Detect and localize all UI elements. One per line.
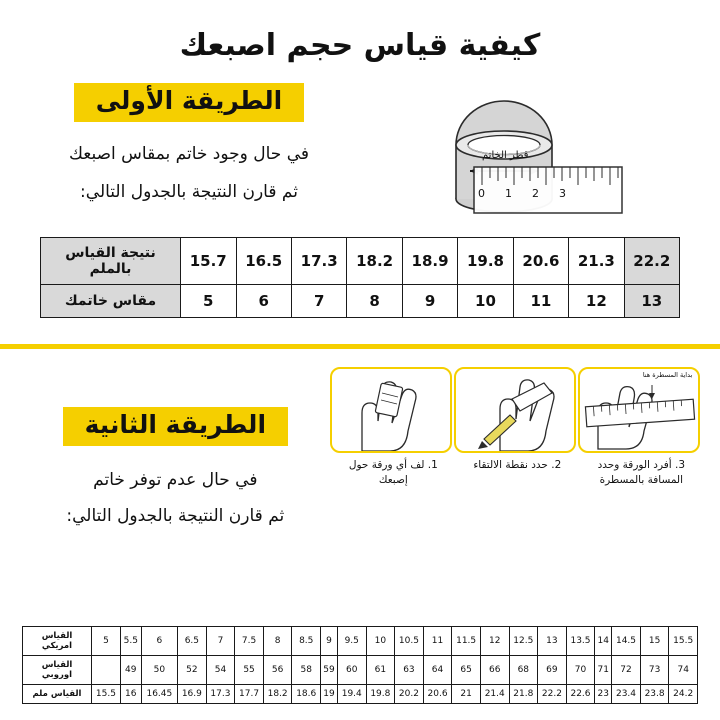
step-1 [334, 367, 452, 487]
step-2-illustration [454, 367, 576, 453]
t2-r0-c19: 6 [141, 627, 177, 656]
t2-row2-label: القياس ملم [23, 685, 92, 704]
t2-r1-c16: 55 [235, 656, 264, 685]
t2-r2-c8: 21 [452, 685, 481, 704]
t2-r2-c13: 19 [321, 685, 338, 704]
t2-r1-c19: 50 [141, 656, 177, 685]
t2-r2-c6: 21.8 [509, 685, 538, 704]
t2-r1-c8: 65 [452, 656, 481, 685]
method-one-table-container [40, 237, 680, 318]
section-method-two [0, 367, 720, 532]
t2-r1-c10: 63 [395, 656, 424, 685]
t2-r1-c20: 49 [120, 656, 141, 685]
section-divider [0, 344, 720, 349]
ring-illustration-container [360, 77, 702, 221]
t2-r0-c18: 6.5 [178, 627, 207, 656]
t2-r2-c9: 20.6 [423, 685, 452, 704]
method-one-text [18, 77, 360, 208]
t2-r0-c12: 9.5 [337, 627, 366, 656]
step-2 [458, 367, 576, 487]
t2-r1-c9: 64 [423, 656, 452, 685]
t2-r2-c20: 16 [120, 685, 141, 704]
t2-r1-c11: 61 [366, 656, 395, 685]
t2-r2-c4: 22.6 [566, 685, 595, 704]
t2-r1-c13: 59 [321, 656, 338, 685]
t2-r2-c1: 23.8 [640, 685, 669, 704]
t2-r1-c15: 56 [263, 656, 292, 685]
ruler-tick-3: 3 [559, 187, 566, 200]
t2-r2-c19: 16.45 [141, 685, 177, 704]
t2-r2-c21: 15.5 [92, 685, 121, 704]
table-row [23, 627, 698, 656]
method-two-description [18, 464, 333, 533]
t2-r2-c16: 17.7 [235, 685, 264, 704]
t1-r2-c3: 10 [458, 285, 513, 318]
step-3-inner-label: بداية المسطرة هنا [642, 371, 693, 379]
t1-r2-c4: 9 [402, 285, 457, 318]
t2-r1-c12: 60 [337, 656, 366, 685]
t2-r0-c3: 14 [595, 627, 612, 656]
t2-r0-c20: 5.5 [120, 627, 141, 656]
t1-r2-c0: 13 [624, 285, 679, 318]
t2-r1-c3: 71 [595, 656, 612, 685]
t2-r1-c21 [92, 656, 121, 685]
t2-r0-c7: 12 [480, 627, 509, 656]
t2-row1-label: القياس اوروبي [23, 656, 92, 685]
t2-r1-c7: 66 [480, 656, 509, 685]
table-row [41, 285, 680, 318]
method-two-badge: الطريقة الثانية [63, 407, 288, 446]
step-3-caption: 3. أفرد الورقة وحدد المسافة بالمسطرة [597, 459, 686, 486]
t2-r1-c6: 68 [509, 656, 538, 685]
method-one-badge: الطريقة الأولى [74, 83, 305, 122]
t2-r2-c5: 22.2 [538, 685, 567, 704]
t2-r2-c2: 23.4 [612, 685, 641, 704]
t1-r2-c8: 5 [181, 285, 237, 318]
t2-r0-c15: 8 [263, 627, 292, 656]
t2-r2-c3: 23 [595, 685, 612, 704]
t2-row0-label: القياس امريكي [23, 627, 92, 656]
t2-r0-c10: 10.5 [395, 627, 424, 656]
method-one-desc-line1: في حال وجود خاتم بمقاس اصبعك [68, 143, 310, 164]
t2-r0-c6: 12.5 [509, 627, 538, 656]
t2-r2-c15: 18.2 [263, 685, 292, 704]
t1-r1-c8: 15.7 [181, 238, 237, 285]
t2-r1-c18: 52 [178, 656, 207, 685]
t2-r1-c4: 70 [566, 656, 595, 685]
t2-r0-c16: 7.5 [235, 627, 264, 656]
method-one-table [40, 237, 680, 318]
t2-r2-c0: 24.2 [669, 685, 698, 704]
t2-r0-c2: 14.5 [612, 627, 641, 656]
t2-r1-c14: 58 [292, 656, 321, 685]
section-method-one [0, 77, 720, 221]
step-3 [582, 367, 700, 487]
ring-diameter-illustration [426, 81, 636, 221]
step-2-caption: 2. حدد نقطة الالتقاء [473, 459, 562, 471]
method-two-desc-line2: ثم قارن النتيجة بالجدول التالي: [66, 506, 285, 527]
t2-r0-c21: 5 [92, 627, 121, 656]
ruler-tick-0: 0 [478, 187, 485, 200]
t2-r0-c0: 15.5 [669, 627, 698, 656]
t1-r1-c7: 16.5 [236, 238, 291, 285]
t1-r1-c5: 18.2 [347, 238, 402, 285]
t2-r0-c4: 13.5 [566, 627, 595, 656]
t2-r2-c12: 19.4 [337, 685, 366, 704]
t2-r0-c1: 15 [640, 627, 669, 656]
table-row [23, 685, 698, 704]
t2-r0-c11: 10 [366, 627, 395, 656]
t2-r1-c2: 72 [612, 656, 641, 685]
t1-r1-c1: 21.3 [569, 238, 624, 285]
t2-r0-c17: 7 [206, 627, 235, 656]
t2-r2-c18: 16.9 [178, 685, 207, 704]
step-1-caption: 1. لف أي ورقة حول إصبعك [348, 459, 438, 486]
step-1-illustration [330, 367, 452, 453]
t2-r2-c17: 17.3 [206, 685, 235, 704]
method-two-steps [333, 367, 702, 487]
t2-r1-c0: 74 [669, 656, 698, 685]
t2-r1-c5: 69 [538, 656, 567, 685]
ruler-tick-2: 2 [532, 187, 539, 200]
table-row [41, 238, 680, 285]
ring-diameter-label: قطر الخاتم [482, 150, 529, 161]
t1-r1-c0: 22.2 [624, 238, 679, 285]
method-one-desc-line2: ثم قارن النتيجة بالجدول التالي: [80, 182, 298, 203]
t1-r2-c1: 12 [569, 285, 624, 318]
t2-r2-c10: 20.2 [395, 685, 424, 704]
t1-r2-c2: 11 [513, 285, 568, 318]
t2-r1-c17: 54 [206, 656, 235, 685]
method-two-text [18, 367, 333, 532]
method-one-description [18, 138, 360, 209]
method-two-table [22, 626, 698, 704]
t1-r1-c4: 18.9 [402, 238, 457, 285]
t2-r0-c9: 11 [423, 627, 452, 656]
t2-r0-c13: 9 [321, 627, 338, 656]
t2-r1-c1: 73 [640, 656, 669, 685]
page-title: كيفية قياس حجم اصبعك [179, 28, 541, 63]
table-row [23, 656, 698, 685]
ruler-tick-labels [478, 187, 628, 200]
t2-r0-c8: 11.5 [452, 627, 481, 656]
t1-r2-c5: 8 [347, 285, 402, 318]
ruler-tick-1: 1 [505, 187, 512, 200]
t1-row2-label: مقاس خاتمك [41, 285, 181, 318]
method-two-table-container [22, 626, 698, 704]
method-two-desc-line1: في حال عدم توفر خاتم [93, 469, 258, 490]
t1-r2-c7: 6 [236, 285, 291, 318]
t2-r0-c5: 13 [538, 627, 567, 656]
t2-r0-c14: 8.5 [292, 627, 321, 656]
t1-r1-c3: 19.8 [458, 238, 513, 285]
t1-r1-c2: 20.6 [513, 238, 568, 285]
t1-r2-c6: 7 [291, 285, 346, 318]
t1-row1-label: نتيجة القياس بالملم [41, 238, 181, 285]
t2-r2-c11: 19.8 [366, 685, 395, 704]
t1-r1-c6: 17.3 [291, 238, 346, 285]
step-3-illustration [578, 367, 700, 453]
t2-r2-c7: 21.4 [480, 685, 509, 704]
t2-r2-c14: 18.6 [292, 685, 321, 704]
